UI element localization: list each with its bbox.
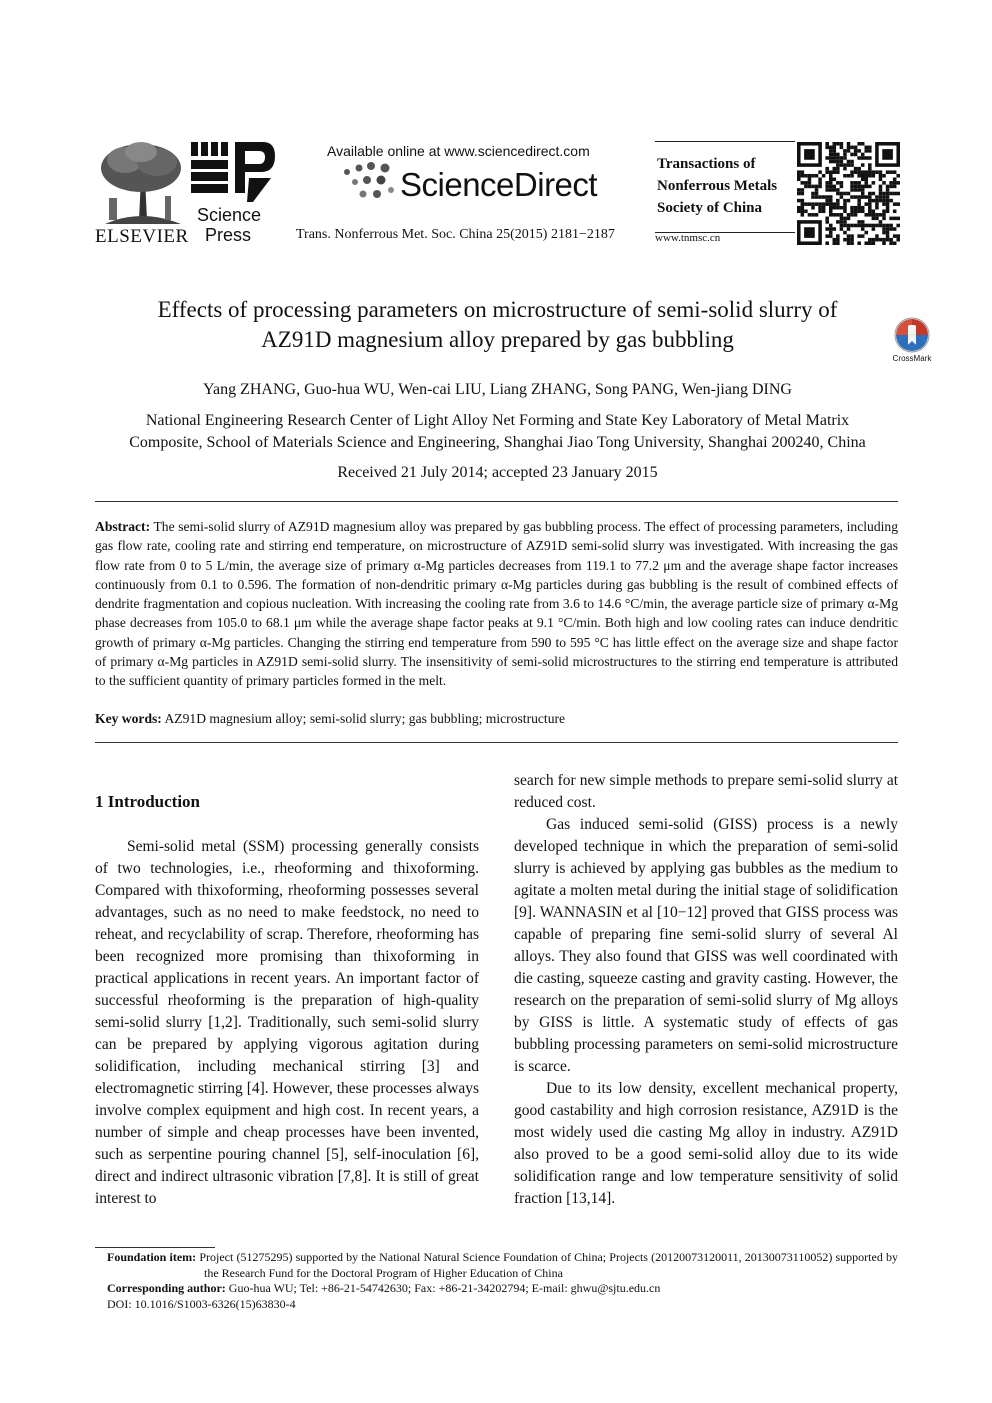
body-paragraph: Due to its low density, excellent mechanical property, good castability and high corrosion resistance, AZ91D is the most widely used die casting Mg alloy in industry. AZ91D also proved to be a good semi-solid alloy due to its wide solidification range and low temperature sensitivity of solid fraction [13,14]. xyxy=(514,1080,898,1207)
section-heading: 1 Introduction xyxy=(95,792,201,811)
keywords xyxy=(95,709,898,728)
corresponding-footnote xyxy=(107,1281,898,1297)
title-line: Effects of processing parameters on microstructure of semi-solid slurry of xyxy=(157,297,838,322)
author-list: Yang ZHANG, Guo-hua WU, Wen-cai LIU, Liang ZHANG, Song PANG, Wen-jiang DING xyxy=(203,381,792,398)
abstract xyxy=(95,517,898,691)
corresponding-text: Guo-hua WU; Tel: +86-21-54742630; Fax: +86-21-34202794; E-mail: ghwu@sjtu.edu.cn xyxy=(228,1281,661,1295)
available-online-text: Available online at www.sciencedirect.com xyxy=(327,143,590,159)
science-press-label-line1: Science xyxy=(197,205,262,225)
body-paragraph: search for new simple methods to prepare semi-solid slurry at reduced cost. xyxy=(514,772,898,811)
journal-url[interactable]: www.tnmsc.cn xyxy=(655,232,721,244)
divider-top xyxy=(95,501,898,502)
abstract-label: Abstract: xyxy=(95,519,151,534)
sciencedirect-dots-logo xyxy=(341,162,399,209)
footnotes xyxy=(107,1250,898,1312)
footnote-divider xyxy=(95,1247,215,1248)
title-line: AZ91D magnesium alloy prepared by gas bubbling xyxy=(261,327,734,352)
journal-header xyxy=(95,138,900,248)
body-column-left xyxy=(95,836,479,1210)
science-press-label-line2: Press xyxy=(205,225,252,245)
received-dates: Received 21 July 2014; accepted 23 January 2015 xyxy=(337,464,658,481)
journal-name-box xyxy=(655,141,795,233)
article-title xyxy=(95,295,900,355)
corresponding-label: Corresponding author: xyxy=(107,1281,226,1295)
body-column-right xyxy=(514,770,898,1210)
keywords-label: Key words: xyxy=(95,711,162,726)
body-paragraph: Gas induced semi-solid (GISS) process is a newly developed technique in which the preparation of semi-solid slurry is achieved by applying gas bubbles as the medium to agitate a molten metal during the initial stage of solidification [9]. WANNASIN et al [10−12] proved that GISS process was capable of preparing fine semi-solid slurry of several Al alloys. They also found that GISS was well coordinated with die casting, squeeze casting and gravity casting. However, the research on the preparation of semi-solid slurry of Mg alloys by GISS is little. A systematic study of effects of gas bubbling processing parameters on semi-solid microstructure is scarce. xyxy=(514,816,898,1075)
body-paragraph: Semi-solid metal (SSM) processing generally consists of two technologies, i.e., rheoforming and thixoforming. Compared with thixoforming, rheoforming possesses several advantages, such as no need to make feedstock, no need to reheat, and recyclability of scrap. Therefore, rheoforming has been recognized more promising than thixoforming in practical applications in recent years. An important factor of successful rheoforming is the preparation of high-quality semi-solid slurry [1,2]. Traditionally, such semi-solid slurry can be prepared by applying vigorous agitation during solidification, including mechanical stirring [3] and electromagnetic stirring [4]. However, these processes always involve complex equipment and high cost. In recent years, a number of simple and cheap processes have been invented, such as serpentine pouring channel [5], self-inoculation [6], direct and indirect ultrasonic vibration [7,8]. It is still of great interest to xyxy=(95,838,479,1207)
crossmark-label: CrossMark xyxy=(892,354,932,363)
affiliation-line: National Engineering Research Center of Light Alloy Net Forming and State Key Laboratory of Metal Matrix xyxy=(145,412,850,429)
keywords-text: AZ91D magnesium alloy; semi-solid slurry; gas bubbling; microstructure xyxy=(164,711,566,726)
sciencedirect-wordmark: ScienceDirect xyxy=(400,166,598,203)
qr-code xyxy=(797,142,900,245)
foundation-label: Foundation item: xyxy=(107,1250,197,1264)
foundation-text: Project (51275295) supported by the National Natural Science Foundation of China; Projects (20120073120011, 20130073110052) supported by the Research Fund for the Doctoral Program of Higher Education of China xyxy=(199,1250,898,1280)
doi[interactable]: DOI: 10.1016/S1003-6326(15)63830-4 xyxy=(107,1296,296,1311)
journal-reference: Trans. Nonferrous Met. Soc. China 25(2015) 2181−2187 xyxy=(296,227,615,242)
affiliation-line: Composite, School of Materials Science and Engineering, Shanghai Jiao Tong University, Shanghai 200240, China xyxy=(129,434,866,451)
foundation-footnote xyxy=(107,1250,898,1281)
elsevier-wordmark: ELSEVIER xyxy=(95,226,189,247)
journal-name-line: Transactions of xyxy=(657,156,756,172)
affiliation xyxy=(95,410,900,454)
journal-name-line: Society of China xyxy=(657,200,762,216)
divider-bottom xyxy=(95,742,898,743)
journal-name-line: Nonferrous Metals xyxy=(657,178,778,194)
abstract-text: The semi-solid slurry of AZ91D magnesium alloy was prepared by gas bubbling process. The effect of processing parameters, including gas flow rate, cooling rate and stirring end temperature, on microstructure of AZ91D semi-solid slurry was investigated. With increasing the gas flow rate from 0 to 5 L/min, the average size of primary α-Mg particles decreases from 119.1 to 77.2 μm and the average shape factor increases continuously from 0.1 to 0.596. The formation of non-dendritic primary α-Mg particles during gas bubbling is the result of combined effects of dendrite fragmentation and copious nucleation. With increasing the cooling rate from 3.6 to 14.6 °C/min, the average particle size of primary α-Mg phase decreases from 105.0 to 68.1 μm while the average shape factor peaks at 9.1 °C/min. Both high and low cooling rates can induce dendritic growth of primary α-Mg particles. Changing the stirring end temperature from 590 to 595 °C has little effect on the average size and shape factor of primary α-Mg particles in AZ91D semi-solid slurry. The insensitivity of semi-solid microstructures to the stirring end temperature is attributed to the sufficient quantity of primary particles formed in the melt. xyxy=(95,519,898,689)
